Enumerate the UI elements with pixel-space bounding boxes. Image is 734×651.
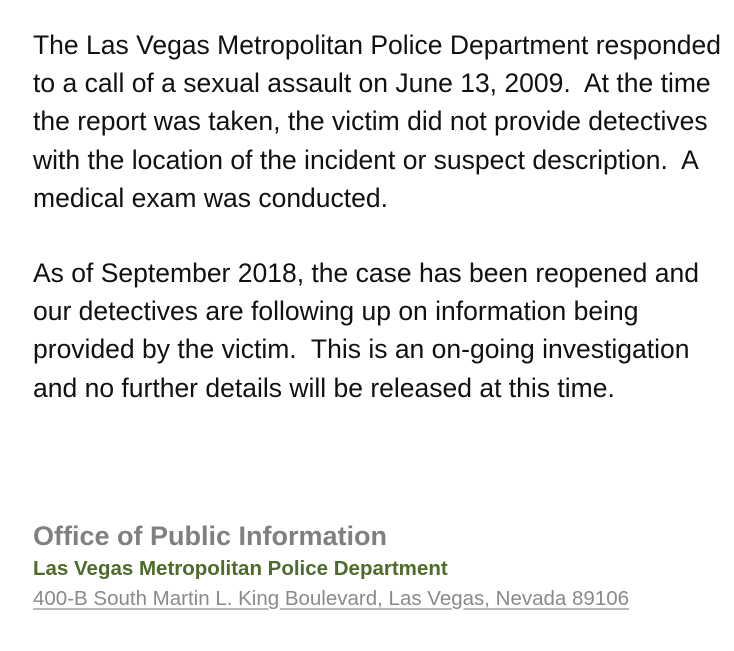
press-statement: [33, 26, 729, 407]
signature-block: [33, 518, 723, 614]
department-name: Las Vegas Metropolitan Police Department: [33, 557, 448, 580]
statement-paragraph-1: The Las Vegas Metropolitan Police Department responded to a call of a sexual assault on June 13, 2009. At the time the report was taken, the victim did not provide detectives with the location of the incident or suspect description. A medical exam was conducted.: [33, 30, 729, 213]
address-link[interactable]: 400-B South Martin L. King Boulevard, Las Vegas, Nevada 89106: [33, 587, 630, 610]
statement-paragraph-2: As of September 2018, the case has been reopened and our detectives are following up on information being provided by the victim. This is an on-going investigation and no further details will be released at this time.: [33, 258, 707, 403]
office-name: Office of Public Information: [33, 521, 388, 551]
